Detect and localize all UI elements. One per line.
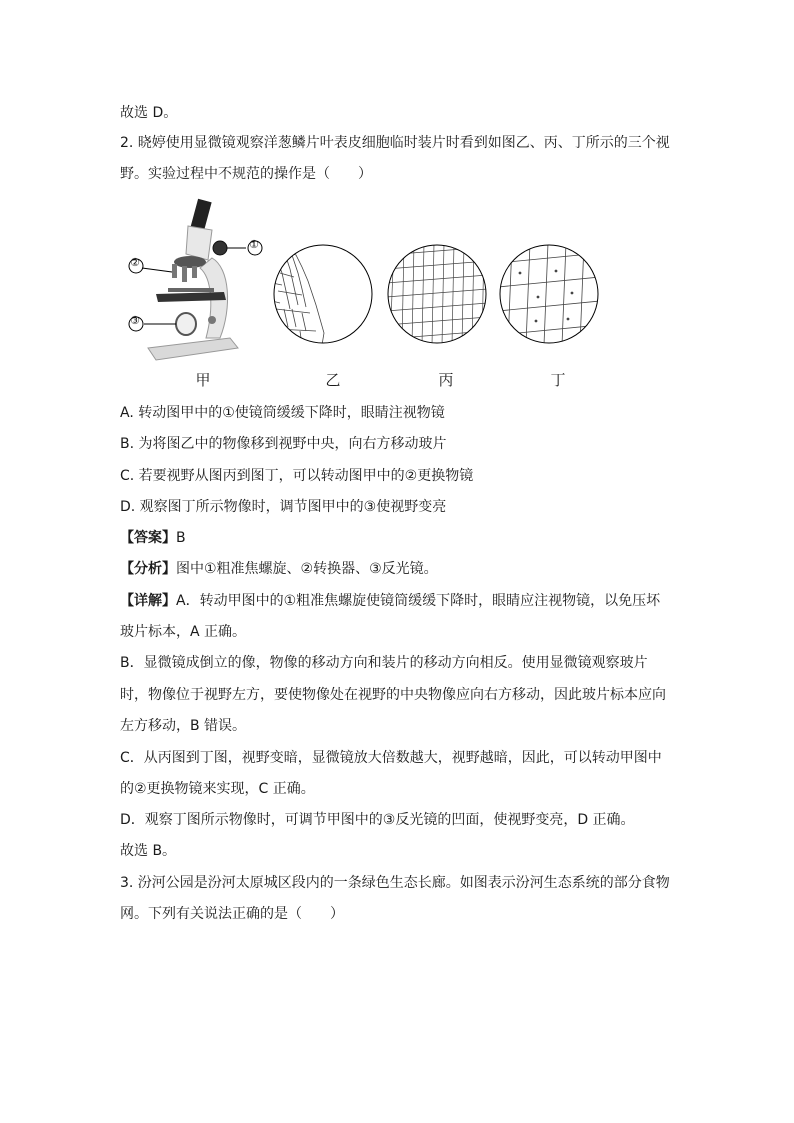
- analysis-text: 图中①粗准焦螺旋、②转换器、③反光镜。: [176, 561, 438, 577]
- answer-line: [120, 528, 186, 548]
- detail-line-6: C．从丙图到丁图，视野变暗，显微镜放大倍数越大，视野越暗，因此，可以转动甲图中: [120, 750, 662, 766]
- analysis-tag: 【分析】: [120, 561, 176, 577]
- detail-line-9: 故选 B。: [120, 843, 177, 859]
- field-view-yi: [272, 243, 374, 345]
- callout-1: ①: [249, 238, 259, 251]
- question-2-line-2: 野。实验过程中不规范的操作是（ ）: [120, 166, 372, 182]
- detail-line-8: D．观察丁图所示物像时，可调节甲图中的③反光镜的凹面，使视野变亮，D 正确。: [120, 812, 635, 828]
- label-bing: 丙: [438, 371, 454, 389]
- option-c: C. 若要视野从图丙到图丁，可以转动图甲中的②更换物镜: [120, 468, 474, 484]
- callout-3: ③: [130, 314, 140, 327]
- detail-line-4: 时，物像位于视野左方，要使物像处在视野的中央物像应向右方移动，因此玻片标本应向: [120, 687, 666, 703]
- option-b: B. 为将图乙中的物像移到视野中央，向右方移动玻片: [120, 436, 447, 452]
- answer-tag: 【答案】: [120, 530, 176, 546]
- analysis-line: [120, 559, 438, 579]
- field-view-bing: [386, 243, 488, 345]
- detail-text-1: A．转动甲图中的①粗准焦螺旋使镜筒缓缓下降时，眼睛应注视物镜，以免压坏: [176, 593, 661, 609]
- detail-line-3: B．显微镜成倒立的像，物像的移动方向和装片的移动方向相反。使用显微镜观察玻片: [120, 655, 648, 671]
- field-view-ding: [498, 243, 600, 345]
- question-2-line-1: 2. 晓婷使用显微镜观察洋葱鳞片叶表皮细胞临时装片时看到如图乙、丙、丁所示的三个视: [120, 135, 670, 151]
- figure-row: [120, 188, 680, 398]
- label-yi: 乙: [325, 371, 341, 389]
- callout-2: ②: [130, 256, 140, 269]
- option-d: D. 观察图丁所示物像时，调节图甲中的③使视野变亮: [120, 499, 447, 515]
- detail-line-5: 左方移动，B 错误。: [120, 718, 247, 734]
- label-ding: 丁: [550, 371, 566, 389]
- microscope-figure: [120, 188, 270, 368]
- detail-line-1: [120, 591, 660, 611]
- detail-line-2: 玻片标本，A 正确。: [120, 624, 247, 640]
- detail-line-7: 的②更换物镜来实现，C 正确。: [120, 781, 315, 797]
- label-jia: 甲: [195, 371, 211, 389]
- question-3-line-2: 网。下列有关说法正确的是（ ）: [120, 906, 344, 922]
- answer-value: B: [176, 530, 186, 546]
- detail-tag: 【详解】: [120, 593, 176, 609]
- question-3-line-1: 3. 汾河公园是汾河太原城区段内的一条绿色生态长廊。如图表示汾河生态系统的部分食物: [120, 875, 670, 891]
- text-line: 故选 D。: [120, 105, 178, 121]
- option-a: A. 转动图甲中的①使镜筒缓缓下降时，眼睛注视物镜: [120, 405, 445, 421]
